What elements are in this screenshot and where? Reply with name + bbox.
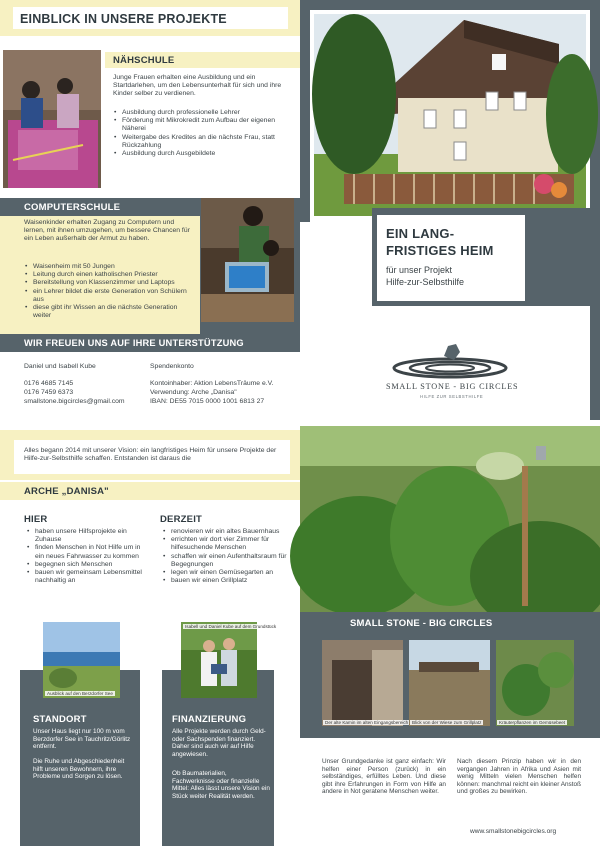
list-item: • bauen wir einen Grillplatz [162,577,288,585]
account-holder: Kontoinhaber: Aktion LebensTräume e.V. [150,380,274,387]
list-item: • haben unsere Hilfsprojekte ein Zuhause [26,528,150,544]
list-item: • Förderung mit Mikrokredit zum Aufbau der eigenen Näherei [113,117,293,133]
house-photo [314,14,586,216]
account-purpose: Verwendung: Arche „Danisa" [150,389,237,396]
computerschule-intro: Waisenkinder erhalten Zugang zu Computern und lernen, mit ihnen umzugehen, um bessere Chancen für ein Leben außerhalb der Armut zu haben. [24,219,190,243]
list-item: • Weitergabe des Kredites an die nächste Frau, statt Rückzahlung [113,134,293,150]
account-iban: IBAN: DE55 7015 0000 1001 6813 27 [150,398,265,405]
small-photo-1 [322,640,409,726]
cover-frame-left [300,0,310,222]
standort-text-1: Unser Haus liegt nur 100 m vom Berzdorfer See in Tauchritz/Görlitz entfernt. [33,728,131,751]
derzeit-bullets [162,528,288,585]
couple-photo-caption: Isabell und Daniel Kube auf dem Grundstück [185,624,277,629]
logo-subtitle: HILFE ZUR SELBSTHILFE [420,394,484,399]
finanzierung-heading: FINANZIERUNG [172,714,247,725]
list-item: • schaffen wir einen Aufenthaltsraum für Begegnungen [162,553,288,569]
standort-text-2: Die Ruhe und Abgeschiedenheit hilft unseren Bewohnern, ihre Probleme und Sorgen zu lösen. [33,758,125,781]
hier-heading: HIER [24,514,48,525]
lake-photo-caption: Ausblick auf den Berzdorfer See [47,691,113,696]
small-photo-3-caption: Kräuterpflanzen im Gemüsebeet [499,720,566,725]
support-phone2: 0176 7459 6373 [24,389,74,396]
cover-frame-top [300,0,600,10]
support-phone1: 0176 4685 7145 [24,380,74,387]
support-heading: WIR FREUEN UNS AUF IHRE UNTERSTÜTZUNG [24,338,244,348]
finanzierung-text-1: Alle Projekte werden durch Geld- oder Sachspenden finanziert. Daher sind auch wir auf Hilfe angewiesen. [172,728,266,758]
list-item: • Waisenheim mit 50 Jungen [24,263,196,271]
cover-title-line1: EIN LANG- [386,226,455,241]
cover-subtitle-line2: Hilfe-zur-Selbsthilfe [386,277,465,287]
support-names: Daniel und Isabell Kube [24,363,96,370]
list-item: • Ausbildung durch professionelle Lehrer [113,109,293,117]
computerschule-heading: COMPUTERSCHULE [24,202,121,213]
naehschule-intro: Junge Frauen erhalten eine Ausbildung und ein Startdarlehen, um den Lebensunterhalt für sich und ihre Kinder selber zu verdienen. [113,74,282,98]
list-item: • ein Lehrer bildet die erste Generation von Schülern aus [24,288,196,304]
finanzierung-text-2: Ob Baumaterialien, Fachwerknisse oder finanzielle Mittel: Alles lässt unsere Vision ein Stück weiter Realität werden. [172,770,270,800]
smallstone-text-col1: Unser Grundgedanke ist ganz einfach: Wir helfen einer Person (zurück) in ein selbständiges, erfülltes Leben. Und diese gibt ihre Erfahrungen in Form von Hilfe an andere in Not geratene Menschen weiter. [322,758,446,796]
logo-name: SMALL STONE - BIG CIRCLES [386,382,519,391]
list-item: • Ausbildung durch Ausgebildete [113,150,293,158]
lake-photo [43,622,120,698]
small-photo-2-caption: Blick von der Wiese zum Grillplatz [412,720,482,725]
garden-photo [300,426,600,640]
small-photo-3 [496,640,574,726]
derzeit-heading: DERZEIT [160,514,203,525]
list-item: • Bereitstellung von Klassenzimmer und Laptops [24,279,196,287]
computer-photo [201,198,294,322]
hier-bullets [26,528,150,585]
support-email[interactable]: smallstone.bigcircles@gmail.com [24,398,125,405]
smallstone-band-title: SMALL STONE - BIG CIRCLES [350,618,493,629]
list-item: • diese gibt ihr Wissen an die nächste Generation weiter [24,304,196,320]
website-link[interactable]: www.smallstonebigcircles.org [470,828,557,835]
sewing-photo [3,50,101,188]
small-photo-2 [409,640,490,726]
computerschule-bullets [24,263,196,320]
list-item: • finden Menschen in Not Hilfe um in ein neues Fahrwasser zu kommen [26,544,150,560]
list-item: • renovieren wir ein altes Bauernhaus [162,528,288,536]
list-item: • legen wir einen Gemüsegarten an [162,569,288,577]
smallstone-text-col2: Nach diesem Prinzip haben wir in den vergangen Jahren in Afrika und Asien mit wenig Mitteln vielen Menschen helfen können: manchmal reicht ein kleiner Anstoß und großes zu bewirken. [457,758,581,796]
list-item: • Leitung durch einen katholischen Priester [24,271,196,279]
naehschule-heading: NÄHSCHULE [113,55,175,66]
list-item: • begegnen sich Menschen [26,561,150,569]
small-photo-1-caption: Der alte Kamin im alten Eingangsbereich [325,720,409,725]
couple-photo [181,622,277,698]
arche-intro: Alles begann 2014 mit unserer Vision: ein langfristiges Heim für unsere Projekte der Hilfe-zur-Selbsthilfe schaffen. Entstanden ist daraus die [24,447,277,463]
list-item: • errichten wir dort vier Zimmer für hilfesuchende Menschen [162,536,288,552]
logo [380,338,520,408]
stone-circles-icon [380,338,520,384]
cover-subtitle-line1: für unser Projekt [386,265,453,275]
account-title: Spendenkonto [150,363,194,370]
naehschule-bullets [113,109,293,158]
cover-title-line2: FRISTIGES HEIM [386,243,494,258]
list-item: • bauen wir gemeinsam Lebensmittel nachhaltig an [26,569,150,585]
arche-heading: ARCHE „DANISA" [24,486,109,497]
projects-title: EINBLICK IN UNSERE PROJEKTE [20,12,227,26]
standort-heading: STANDORT [33,714,87,725]
